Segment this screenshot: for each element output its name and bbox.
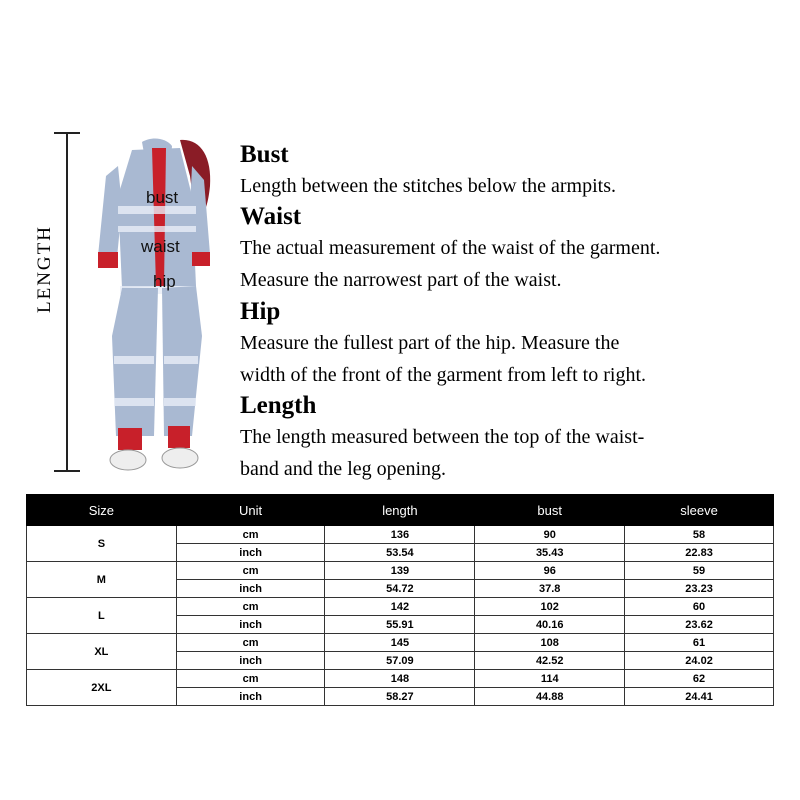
bust-cell: 35.43 — [475, 544, 625, 562]
header-bust: bust — [475, 495, 625, 526]
bust-cell: 44.88 — [475, 688, 625, 706]
header-length: length — [325, 495, 475, 526]
unit-cell: cm — [176, 562, 325, 580]
sleeve-cell: 23.23 — [625, 580, 774, 598]
desc-length-line-2: band and the leg opening. — [240, 458, 447, 480]
waist-label: waist — [141, 237, 180, 256]
length-label: LENGTH — [34, 225, 55, 313]
sleeve-cell: 58 — [625, 526, 774, 544]
desc-length-line-1: The length measured between the top of the waist- — [240, 426, 645, 448]
header-sleeve: sleeve — [625, 495, 774, 526]
length-cell: 148 — [325, 670, 475, 688]
bust-cell: 108 — [475, 634, 625, 652]
sleeve-cell: 23.62 — [625, 616, 774, 634]
table-row — [27, 526, 774, 544]
bust-cell: 102 — [475, 598, 625, 616]
header-unit: Unit — [176, 495, 325, 526]
sleeve-cell: 24.02 — [625, 652, 774, 670]
length-cell: 145 — [325, 634, 475, 652]
size-cell: XL — [27, 634, 177, 670]
sleeve-cell: 59 — [625, 562, 774, 580]
hip-label: hip — [153, 272, 176, 291]
unit-cell: inch — [176, 580, 325, 598]
term-length: Length — [240, 392, 317, 419]
bust-cell: 40.16 — [475, 616, 625, 634]
bust-cell: 37.8 — [475, 580, 625, 598]
length-cap-bottom — [54, 470, 80, 472]
length-cell: 57.09 — [325, 652, 475, 670]
bust-cell: 90 — [475, 526, 625, 544]
table-row — [27, 670, 774, 688]
size-cell: M — [27, 562, 177, 598]
unit-cell: inch — [176, 652, 325, 670]
desc-bust-line-1: Length between the stitches below the armpits. — [240, 175, 617, 197]
definition-bust — [240, 140, 616, 202]
unit-cell: cm — [176, 670, 325, 688]
length-cell: 55.91 — [325, 616, 475, 634]
term-bust: Bust — [240, 141, 289, 168]
unit-cell: inch — [176, 616, 325, 634]
unit-cell: cm — [176, 598, 325, 616]
sleeve-cell: 22.83 — [625, 544, 774, 562]
table-row — [27, 598, 774, 616]
desc-hip-line-2: width of the front of the garment from left to right. — [240, 364, 647, 386]
length-cell: 54.72 — [325, 580, 475, 598]
sleeve-cell: 61 — [625, 634, 774, 652]
length-cell: 136 — [325, 526, 475, 544]
bust-cell: 114 — [475, 670, 625, 688]
desc-hip-line-1: Measure the fullest part of the hip. Measure the — [240, 332, 620, 354]
model-figure — [0, 0, 240, 490]
size-chart-table — [26, 494, 774, 706]
length-cell: 142 — [325, 598, 475, 616]
unit-cell: inch — [176, 544, 325, 562]
bust-label: bust — [146, 188, 179, 207]
unit-cell: inch — [176, 688, 325, 706]
length-cell: 58.27 — [325, 688, 475, 706]
sleeve-cell: 60 — [625, 598, 774, 616]
length-cell: 139 — [325, 562, 475, 580]
desc-waist-line-2: Measure the narrowest part of the waist. — [240, 269, 562, 291]
table-row — [27, 562, 774, 580]
definition-waist — [240, 202, 660, 296]
length-cell: 53.54 — [325, 544, 475, 562]
unit-cell: cm — [176, 634, 325, 652]
length-bar — [66, 132, 68, 471]
table-row — [27, 634, 774, 652]
header-size: Size — [27, 495, 177, 526]
sleeve-cell: 62 — [625, 670, 774, 688]
sleeve-cell: 24.41 — [625, 688, 774, 706]
term-hip: Hip — [240, 298, 281, 325]
definition-length — [240, 391, 644, 485]
definition-hip — [240, 297, 646, 391]
size-cell: L — [27, 598, 177, 634]
term-waist: Waist — [240, 203, 302, 230]
bust-cell: 42.52 — [475, 652, 625, 670]
table-header-row — [27, 495, 774, 526]
size-cell: S — [27, 526, 177, 562]
desc-waist-line-1: The actual measurement of the waist of the garment. — [240, 237, 661, 259]
bust-cell: 96 — [475, 562, 625, 580]
unit-cell: cm — [176, 526, 325, 544]
size-cell: 2XL — [27, 670, 177, 706]
